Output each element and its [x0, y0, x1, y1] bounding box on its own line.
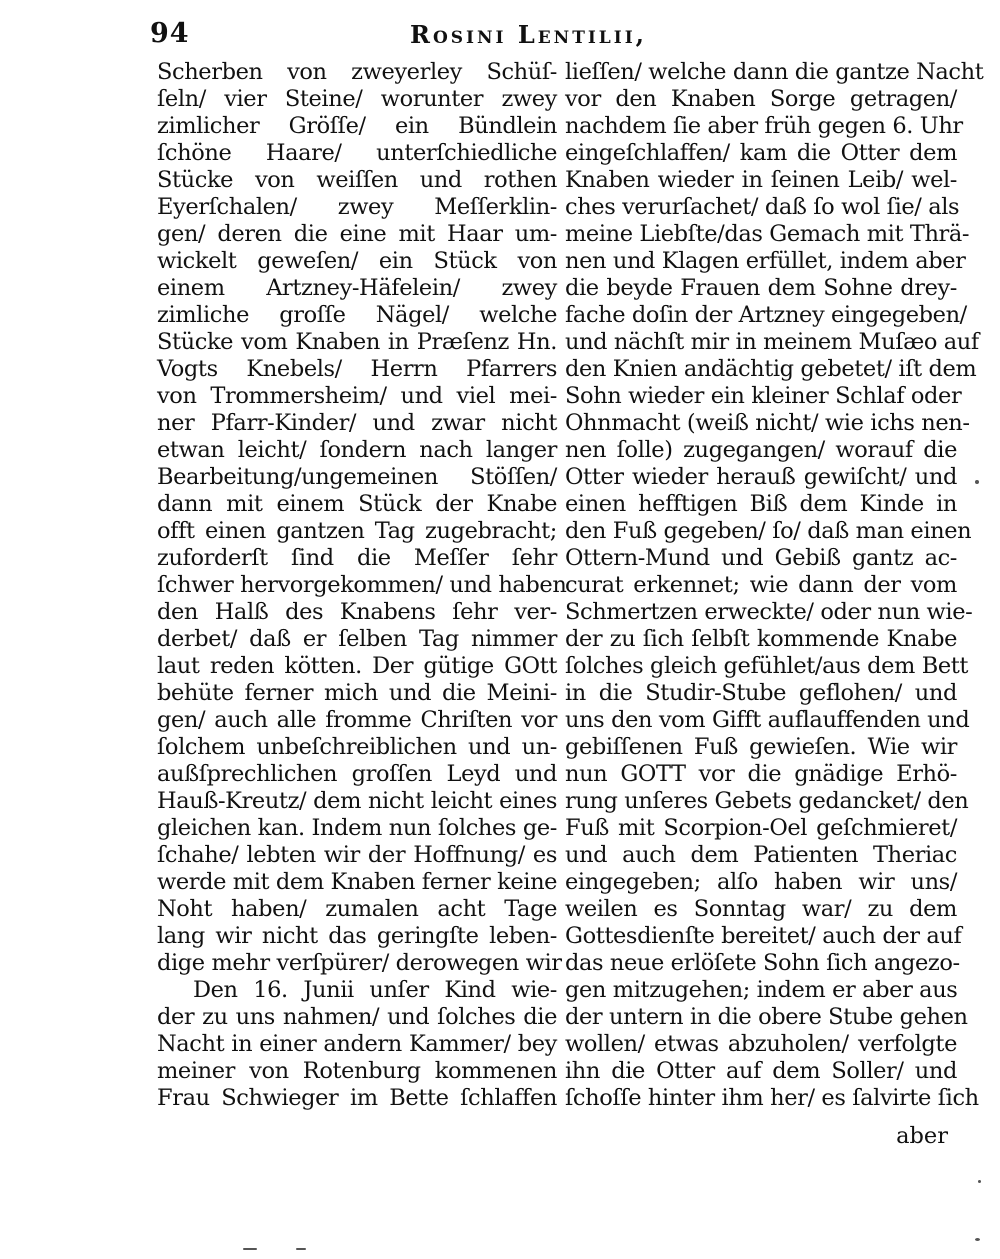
text-line: Schmertzen erweckte/ oder nun wie- [565, 599, 973, 625]
text-line: Nacht in einer andern Kammer/ bey [157, 1031, 557, 1057]
text-line: dige mehr verſpürer/ derowegen wir [157, 950, 562, 976]
text-line: laut reden kötten. Der gütige GOtt [157, 653, 557, 679]
text-line: dann mit einem Stück der Knabe [157, 491, 557, 517]
text-line: behüte ferner mich und die Meini- [157, 680, 557, 706]
text-line: ſolches gleich gefühlet/aus dem Bett [565, 653, 969, 679]
text-line: der zu uns nahmen/ und ſolches die [157, 1004, 557, 1030]
text-line: gen mitzugehen; indem er aber aus [565, 977, 958, 1003]
text-line: Knaben wieder in ſeinen Leib/ wel- [565, 167, 957, 193]
left-column [157, 59, 567, 1112]
text-line: die beyde Frauen dem Sohne drey- [565, 275, 957, 301]
scan-speck [975, 1238, 980, 1241]
text-line: Den 16. Junii unſer Kind wie- [193, 977, 557, 1003]
text-line: ſchahe/ lebten wir der Hoffnung/ es [157, 842, 557, 868]
text-line: der untern in die obere Stube gehen [565, 1004, 968, 1030]
text-line: etwan leicht/ ſondern nach langer [157, 437, 557, 463]
text-line: weilen es Sonntag war/ zu dem [565, 896, 957, 922]
text-line: und auch dem Patienten Theriac [565, 842, 957, 868]
text-line: nun GOTT vor die gnädige Erhö- [565, 761, 957, 787]
text-line: rung unſeres Gebets gedancket/ den [565, 788, 969, 814]
text-line: Ottern-Mund und Gebiß gantz ac- [565, 545, 957, 571]
text-line: fache doſin der Artzney eingegeben/ [565, 302, 967, 328]
text-line: uns den vom Gifft auflauffenden und [565, 707, 970, 733]
running-head: Rosini Lentilii, [410, 20, 648, 49]
text-line: ſchwer hervorgekommen/ und haben [157, 572, 567, 598]
text-line: derbet/ daß er ſelben Tag nimmer [157, 626, 557, 652]
text-line: gen/ deren die eine mit Haar um- [157, 221, 557, 247]
text-line: zuforderſt ſind die Meſſer ſehr [157, 545, 557, 571]
text-line: gleichen kan. Indem nun ſolches ge- [157, 815, 557, 841]
text-line: Vogts Knebels/ Herrn Pfarrers [157, 356, 557, 382]
text-line: lieſſen/ welche dann die gantze Nacht [565, 59, 984, 85]
text-line: vor den Knaben Sorge getragen/ [565, 86, 957, 112]
text-line: Fuß mit Scorpion-Oel geſchmieret/ [565, 815, 957, 841]
text-line: lang wir nicht das geringſte leben- [157, 923, 557, 949]
text-line: Noht haben/ zumalen acht Tage [157, 896, 557, 922]
text-line: Hauß-Kreutz/ dem nicht leicht eines [157, 788, 557, 814]
text-line: außſprechlichen groſſen Leyd und [157, 761, 557, 787]
scan-speck [296, 1248, 306, 1250]
text-line: ches verurſachet/ daß ſo wol ſie/ als [565, 194, 960, 220]
text-line: den Fuß gegeben/ ſo/ daß man einen [565, 518, 972, 544]
text-line: Sohn wieder ein kleiner Schlaf oder [565, 383, 962, 409]
text-line: meine Liebſte/das Gemach mit Thrä- [565, 221, 970, 247]
text-line: nen und Klagen erfüllet, indem aber [565, 248, 966, 274]
text-line: Stücke vom Knaben in Præſenz Hn. [157, 329, 557, 355]
text-line: einem Artzney-Häfelein/ zwey [157, 275, 557, 301]
text-line: ſchoſſe hinter ihm her/ es ſalvirte ſich [565, 1085, 979, 1111]
text-line: gen/ auch alle fromme Chriſten vor [157, 707, 557, 733]
page-number: 94 [150, 18, 190, 49]
text-line: den Halß des Knabens ſehr ver- [157, 599, 557, 625]
text-line: Ohnmacht (weiß nicht/ wie ichs nen- [565, 410, 970, 436]
scan-speck [975, 480, 979, 484]
text-line: den Knien andächtig gebetet/ iſt dem [565, 356, 977, 382]
text-line: Stücke von weiſſen und rothen [157, 167, 557, 193]
scan-speck [978, 1180, 981, 1183]
text-line: Bearbeitung/ungemeinen Stöſſen/ [157, 464, 557, 490]
text-line: von Trommersheim/ und viel mei- [157, 383, 557, 409]
text-line: eingeſchlaffen/ kam die Otter dem [565, 140, 957, 166]
text-line: wollen/ etwas abzuholen/ verfolgte [565, 1031, 957, 1057]
text-line: zimliche groſſe Nägel/ welche [157, 302, 557, 328]
text-line: gebiſſenen Fuß gewieſen. Wie wir [565, 734, 957, 760]
text-line: werde mit dem Knaben ferner keine [157, 869, 558, 895]
text-line: meiner von Rotenburg kommenen [157, 1058, 557, 1084]
text-line: ſolchem unbeſchreiblichen und un- [157, 734, 557, 760]
text-line: offt einen gantzen Tag zugebracht; [157, 518, 557, 544]
text-line: ihn die Otter auf dem Soller/ und [565, 1058, 957, 1084]
text-line: curat erkennet; wie dann der vom [565, 572, 957, 598]
text-line: Scherben von zweyerley Schüſ- [157, 59, 557, 85]
scan-speck [243, 1248, 257, 1250]
text-line: der zu ſich ſelbſt kommende Knabe [565, 626, 957, 652]
text-line: Eyerſchalen/ zwey Meſſerklin- [157, 194, 557, 220]
text-line: eingegeben; alſo haben wir uns/ [565, 869, 957, 895]
text-line: ſeln/ vier Steine/ worunter zwey [157, 86, 557, 112]
text-line: zimlicher Gröſſe/ ein Bündlein [157, 113, 557, 139]
text-line: und nächſt mir in meinem Muſæo auf [565, 329, 979, 355]
text-line: nachdem ſie aber früh gegen 6. Uhr [565, 113, 963, 139]
text-line: wickelt geweſen/ ein Stück von [157, 248, 557, 274]
text-line: das neue erlöſete Sohn ſich angezo- [565, 950, 960, 976]
text-line: Gottesdienſte bereitet/ auch der auf [565, 923, 962, 949]
text-line: Frau Schwieger im Bette ſchlaffen [157, 1085, 557, 1111]
right-column [565, 59, 984, 1112]
catchword: aber [896, 1123, 948, 1149]
text-line: ſchöne Haare/ unterſchiedliche [157, 140, 557, 166]
text-line: nen ſolle) zugegangen/ worauf die [565, 437, 957, 463]
text-line: Otter wieder herauß gewiſcht/ und [565, 464, 957, 490]
text-line: ner Pfarr-Kinder/ und zwar nicht [157, 410, 557, 436]
text-line: einen hefftigen Biß dem Kinde in [565, 491, 957, 517]
text-line: in die Studir-Stube geflohen/ und [565, 680, 957, 706]
